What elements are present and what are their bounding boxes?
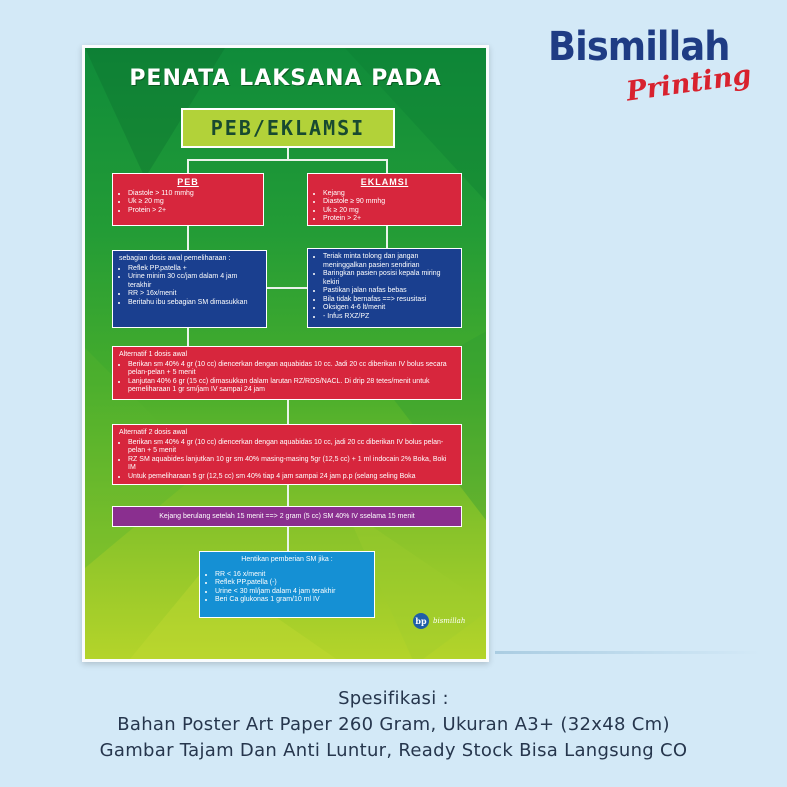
poster-brand-text: bismillah <box>433 617 466 625</box>
eklamsi-title: EKLAMSI <box>360 177 409 187</box>
list-item: • Reflek PP.patella + <box>128 265 260 274</box>
poster-shadow <box>495 651 760 654</box>
stop-criteria-box <box>199 551 375 618</box>
alternative-1-list <box>119 361 455 395</box>
dose-initial-list <box>119 265 260 308</box>
peb-title: PEB <box>177 177 199 187</box>
connector <box>267 287 307 289</box>
list-item: • Beri Ca glukonas 1 gram/10 ml IV <box>215 596 368 605</box>
list-item: • RR > 16x/menit <box>128 290 260 299</box>
connector <box>287 485 289 506</box>
heading-box: PEB/EKLAMSI <box>181 108 395 148</box>
spec-heading: Spesifikasi : <box>338 688 449 709</box>
peb-box <box>112 173 264 226</box>
dose-initial-box <box>112 250 267 328</box>
list-item: • Baringkan pasien posisi kepala miring kekiri <box>323 270 455 287</box>
peb-list <box>119 190 257 216</box>
logo-sub-text: Printing <box>624 59 754 108</box>
specification-text <box>0 686 787 764</box>
eklamsi-actions-box <box>307 248 462 328</box>
kejang-box: Kejang berulang setelah 15 menit ==> 2 gram (5 cc) SM 40% IV sselama 15 menit <box>112 506 462 527</box>
connector <box>187 226 189 250</box>
list-item: • Bila tidak bernafas ==> resusitasi <box>323 296 455 305</box>
connector <box>287 527 289 551</box>
list-item: • Uk ≥ 20 mg <box>128 198 257 207</box>
connector <box>187 159 387 161</box>
dose-initial-intro: sebagian dosis awal pemeliharaan : <box>119 255 231 262</box>
list-item: • Berikan sm 40% 4 gr (10 cc) diencerkan dengan aquabidas 10 cc, jadi 20 cc diberikan IV bolus pelan-pelan + 5 menit <box>128 439 455 456</box>
alternative-1-box <box>112 346 462 400</box>
spec-line-quality: Gambar Tajam Dan Anti Luntur, Ready Stock Bisa Langsung CO <box>99 740 688 761</box>
list-item: • RR < 16 x/menit <box>215 571 368 580</box>
bp-badge-icon: bp <box>413 613 429 629</box>
list-item: • Kejang <box>323 190 455 199</box>
list-item: • Uk ≥ 20 mg <box>323 207 455 216</box>
list-item: • Diastole ≥ 90 mmhg <box>323 198 455 207</box>
list-item: • Urine < 30 ml/jam dalam 4 jam terakhir <box>215 588 368 597</box>
alternative-2-intro: Alternatif 2 dosis awal <box>119 429 188 436</box>
connector <box>287 400 289 424</box>
poster-title: PENATA LAKSANA PADA <box>129 66 442 91</box>
list-item: • Teriak minta tolong dan jangan meninggalkan pasien sendirian <box>323 253 455 270</box>
stop-criteria-list <box>206 571 368 605</box>
list-item: • Urine minim 30 cc/jam dalam 4 jam terakhir <box>128 273 260 290</box>
eklamsi-list <box>314 190 455 224</box>
connector <box>187 159 189 173</box>
list-item: • Pastikan jalan nafas bebas <box>323 287 455 296</box>
list-item: • Diastole > 110 mmhg <box>128 190 257 199</box>
connector <box>386 226 388 248</box>
brand-logo <box>548 24 763 114</box>
connector <box>187 328 189 346</box>
list-item: • Lanjutan 40% 6 gr (15 cc) dimasukkan dalam larutan RZ/RDS/NACL. Di drip 28 tetes/menit untuk pemeliharaan 1 gr sm/jam IV sampai 24 jam <box>128 378 455 395</box>
list-item: • Oksigen 4-6 lt/menit <box>323 304 455 313</box>
spec-line-material: Bahan Poster Art Paper 260 Gram, Ukuran A3+ (32x48 Cm) <box>117 714 670 735</box>
alternative-2-list <box>119 439 455 482</box>
list-item: • Protein > 2+ <box>323 215 455 224</box>
poster <box>82 45 489 662</box>
list-item: • Protein > 2+ <box>128 207 257 216</box>
poster-brand-mark <box>413 613 473 633</box>
stop-criteria-intro: Hentikan pemberian SM jika : <box>241 556 333 563</box>
alternative-1-intro: Alternatif 1 dosis awal <box>119 351 188 358</box>
list-item: • Untuk pemeliharaan 5 gr (12,5 cc) sm 40% tiap 4 jam sampai 24 jam p.p (selang seling Boka <box>128 473 455 482</box>
list-item: • Reflek PP.patella (-) <box>215 579 368 588</box>
list-item: • Berikan sm 40% 4 gr (10 cc) diencerkan dengan aquabidas 10 cc. Jadi 20 cc diberikan IV bolus secara pelan-pelan + 5 menit <box>128 361 455 378</box>
connector <box>386 159 388 173</box>
list-item: • Beritahu ibu sebagian SM dimasukkan <box>128 299 260 308</box>
eklamsi-actions-list <box>314 253 455 321</box>
list-item: • RZ SM aquabides lanjutkan 10 gr sm 40% masing-masing 5gr (12,5 cc) + 1 ml indocain 2% Boka, Boki IM <box>128 456 455 473</box>
list-item: • - Infus RXZ/PZ <box>323 313 455 322</box>
eklamsi-box <box>307 173 462 226</box>
logo-main-text: Bismillah <box>548 24 730 70</box>
alternative-2-box <box>112 424 462 485</box>
